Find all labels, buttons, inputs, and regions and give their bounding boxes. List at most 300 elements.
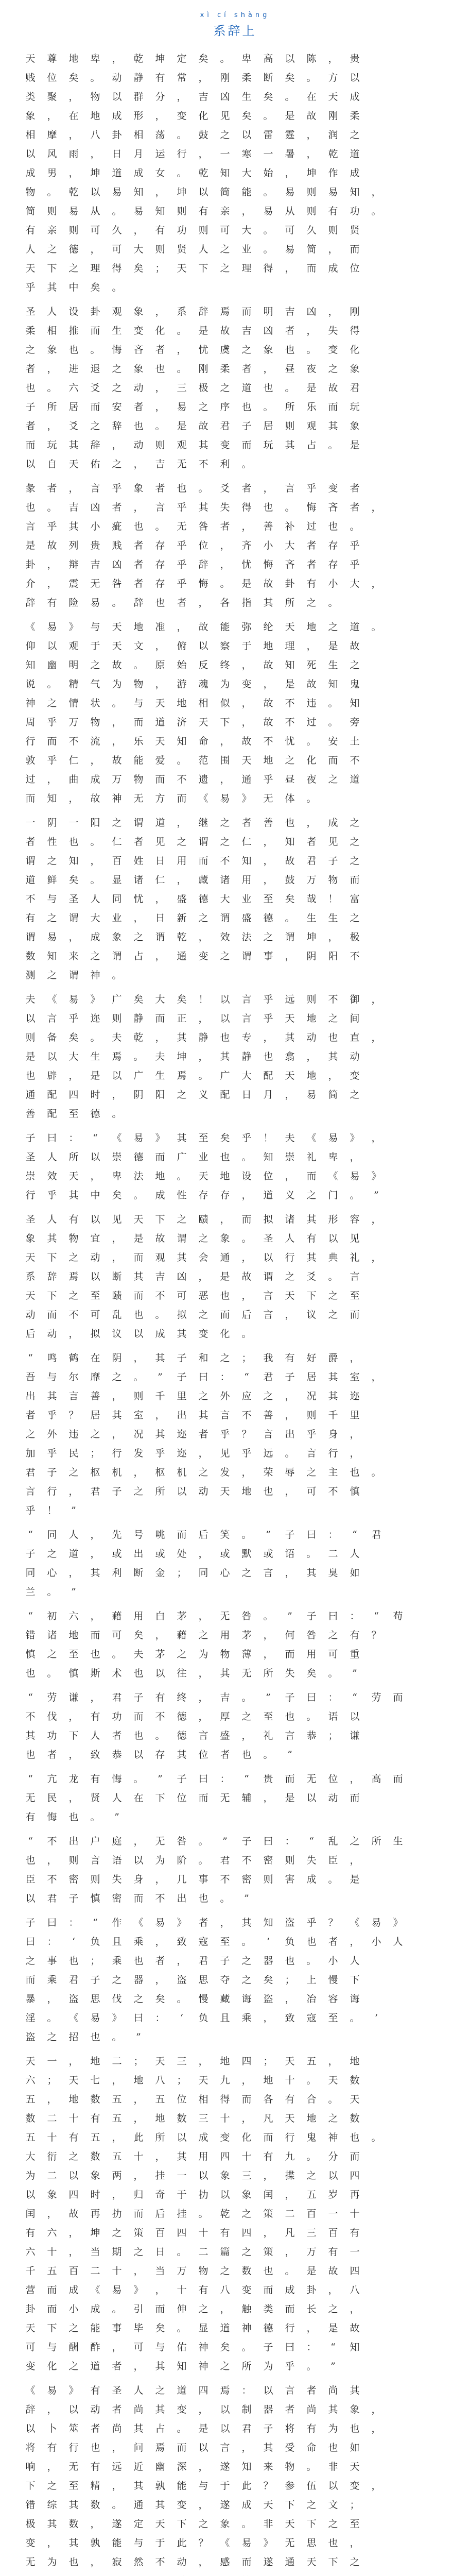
hanzi: 子 (285, 1371, 295, 1383)
character-cell (20, 1886, 41, 1905)
hanzi: 法 (133, 1171, 144, 1182)
hanzi: 同 (112, 893, 122, 905)
hanzi: 所 (371, 1836, 381, 1847)
character-cell (236, 590, 257, 609)
hanzi: 。 (285, 1448, 295, 1459)
hanzi: 夜 (306, 363, 317, 375)
hanzi: 君 (47, 1893, 57, 1904)
character-cell (344, 1226, 365, 1245)
character-cell (63, 2067, 84, 2087)
character-cell (41, 848, 63, 867)
hanzi: ， (285, 167, 295, 179)
hanzi: 也 (328, 521, 338, 532)
hanzi: 之 (220, 817, 230, 828)
hanzi: 则 (90, 1874, 100, 1885)
hanzi: ； (90, 1955, 100, 1967)
character-cell (20, 1479, 41, 1498)
hanzi: 失 (285, 1668, 295, 1679)
character-cell (193, 356, 214, 375)
hanzi: 而 (198, 1792, 208, 1804)
character-cell (149, 1063, 171, 1082)
hanzi: 方 (328, 72, 338, 83)
hanzi: 万 (306, 874, 317, 886)
hanzi: 为 (220, 679, 230, 690)
hanzi: 。 (263, 1749, 273, 1760)
character-cell (128, 141, 149, 160)
character-cell (41, 2048, 63, 2067)
hanzi: 动 (112, 72, 122, 83)
character-cell (149, 1364, 171, 1383)
hanzi: 夫 (133, 1649, 144, 1660)
character-cell (128, 2106, 149, 2125)
hanzi: ， (198, 597, 208, 608)
hanzi: 容 (350, 1214, 360, 1225)
character-cell (128, 103, 149, 122)
character-cell (236, 1264, 257, 1283)
hanzi: 故 (285, 855, 295, 867)
character-cell (257, 46, 279, 65)
hanzi: 言 (68, 1391, 79, 1402)
character-cell (257, 1560, 279, 1579)
hanzi: 也 (68, 836, 79, 848)
character-cell (149, 318, 171, 337)
hanzi: 有 (90, 2113, 100, 2124)
hanzi: 》 (393, 1917, 403, 1928)
character-cell (279, 476, 301, 495)
character-cell (149, 2106, 171, 2125)
character-cell (20, 886, 41, 905)
hanzi: 易 (47, 621, 57, 633)
text-line (20, 987, 450, 1006)
character-cell (257, 552, 279, 571)
hanzi: 地 (68, 2094, 79, 2105)
character-cell (41, 2087, 63, 2106)
character-cell (149, 1886, 171, 1905)
character-cell (322, 728, 344, 748)
hanzi: 盗 (263, 1993, 273, 2005)
hanzi: ， (112, 2075, 122, 2086)
character-cell (322, 709, 344, 728)
character-cell (279, 571, 301, 590)
hanzi: 初 (47, 1611, 57, 1622)
hanzi: 下 (198, 263, 208, 274)
hanzi: ， (328, 306, 338, 317)
hanzi: 极 (350, 931, 360, 943)
character-cell (344, 1541, 365, 1560)
character-cell (128, 1460, 149, 1479)
hanzi: ？ (241, 1429, 252, 1440)
character-cell (20, 905, 41, 924)
text-line (20, 767, 450, 786)
character-cell (236, 1063, 257, 1082)
hanzi: 故 (263, 659, 273, 671)
hanzi: 错 (25, 1630, 36, 1641)
hanzi: 且 (220, 2012, 230, 2024)
character-cell (171, 217, 193, 236)
character-cell (236, 690, 257, 709)
hanzi: ， (133, 502, 144, 513)
paragraph-gap (20, 1340, 450, 1345)
hanzi: ， (350, 1448, 360, 1459)
hanzi: 十 (47, 2132, 57, 2143)
character-cell (171, 299, 193, 318)
character-cell (344, 2005, 365, 2024)
character-cell (41, 987, 63, 1006)
hanzi: 臭 (328, 1567, 338, 1579)
hanzi: 久 (112, 225, 122, 236)
character-cell (365, 1182, 387, 1201)
character-cell (301, 1182, 322, 1201)
character-cell (214, 1929, 236, 1948)
character-cell (171, 476, 193, 495)
hanzi: 盛 (220, 1730, 230, 1741)
hanzi: 知 (285, 659, 295, 671)
character-cell (214, 1828, 236, 1848)
character-cell (214, 652, 236, 671)
character-cell (214, 1182, 236, 1201)
character-cell (322, 256, 344, 275)
character-cell (63, 1345, 84, 1364)
hanzi: 五 (90, 2132, 100, 2143)
character-cell (106, 690, 128, 709)
hanzi: 其 (47, 1233, 57, 1244)
character-cell (20, 1383, 41, 1402)
character-cell (84, 198, 106, 217)
hanzi: ！ (198, 994, 208, 1005)
character-cell (279, 1685, 301, 1704)
character-cell (20, 786, 41, 805)
character-cell (279, 1479, 301, 1498)
text-line (20, 886, 450, 905)
hanzi: 于 (90, 640, 100, 652)
character-cell (84, 748, 106, 767)
hanzi: ’ (266, 1936, 270, 1947)
character-cell (84, 786, 106, 805)
character-cell (322, 217, 344, 236)
hanzi: 者 (306, 836, 317, 848)
character-cell (279, 748, 301, 767)
hanzi: 过 (306, 717, 317, 728)
hanzi: 知 (177, 736, 187, 747)
hanzi: 而 (350, 874, 360, 886)
hanzi: 效 (220, 931, 230, 943)
hanzi: 。 (328, 1874, 338, 1885)
character-cell (301, 633, 322, 652)
character-cell (279, 1541, 301, 1560)
character-cell (149, 1226, 171, 1245)
hanzi: 鬼 (350, 679, 360, 690)
hanzi: 荡 (155, 129, 165, 141)
character-cell (193, 256, 214, 275)
character-cell (193, 552, 214, 571)
text-line (20, 198, 450, 217)
hanzi: ” (114, 1811, 119, 1823)
character-cell (257, 1345, 279, 1364)
character-cell (128, 236, 149, 256)
hanzi: ， (285, 1309, 295, 1320)
hanzi: ， (285, 1993, 295, 2005)
character-cell (236, 495, 257, 514)
hanzi: 物 (133, 679, 144, 690)
hanzi: 功 (47, 1730, 57, 1741)
hanzi: 极 (198, 382, 208, 394)
hanzi: 。 (177, 325, 187, 336)
character-cell (236, 867, 257, 886)
character-cell (257, 590, 279, 609)
character-cell (63, 1948, 84, 1967)
hanzi: 阴 (47, 817, 57, 828)
hanzi: 道 (350, 621, 360, 633)
hanzi: 是 (285, 679, 295, 690)
character-cell (41, 533, 63, 552)
hanzi: ， (133, 1836, 144, 1847)
character-cell (63, 1785, 84, 1804)
character-cell (41, 1766, 63, 1785)
hanzi: 小 (371, 1936, 381, 1947)
hanzi: 下 (155, 1792, 165, 1804)
character-cell (236, 1044, 257, 1063)
hanzi: 君 (220, 1855, 230, 1866)
hanzi: 咎 (177, 1836, 187, 1847)
hanzi: 致 (285, 2012, 295, 2024)
character-cell (214, 905, 236, 924)
character-cell (365, 571, 387, 590)
character-cell (344, 767, 365, 786)
character-cell (322, 1383, 344, 1402)
hanzi: 也 (68, 1955, 79, 1967)
hanzi: 崇 (285, 1151, 295, 1163)
character-cell (84, 571, 106, 590)
character-cell (214, 633, 236, 652)
hanzi: 象 (112, 931, 122, 943)
hanzi: 之 (90, 1429, 100, 1440)
text-line (20, 1283, 450, 1302)
character-cell (214, 1440, 236, 1460)
hanzi: 天 (112, 640, 122, 652)
hanzi: ， (328, 2056, 338, 2067)
hanzi: 者 (133, 836, 144, 848)
character-cell (257, 413, 279, 432)
character-cell (20, 495, 41, 514)
hanzi: 观 (155, 1252, 165, 1263)
character-cell (149, 217, 171, 236)
hanzi: 之 (198, 1467, 208, 1478)
character-cell (322, 1603, 344, 1622)
character-cell (149, 748, 171, 767)
character-cell (344, 652, 365, 671)
character-cell (171, 1828, 193, 1848)
character-cell (214, 198, 236, 217)
character-cell (257, 1742, 279, 1761)
hanzi: ， (328, 1070, 338, 1081)
hanzi: ， (155, 1974, 165, 1986)
text-line (20, 690, 450, 709)
character-cell (193, 767, 214, 786)
hanzi: 见 (155, 836, 165, 848)
character-cell (20, 1025, 41, 1044)
hanzi: 至 (90, 1290, 100, 1301)
text-line (20, 1828, 450, 1848)
hanzi: ？ (328, 1917, 338, 1928)
character-cell (63, 160, 84, 179)
character-cell (171, 1603, 193, 1622)
hanzi: 之 (112, 363, 122, 375)
hanzi: 故 (220, 325, 230, 336)
character-cell (41, 786, 63, 805)
character-cell (106, 867, 128, 886)
character-cell (171, 1402, 193, 1421)
hanzi: 不 (350, 755, 360, 766)
character-cell (84, 122, 106, 141)
hanzi: 子 (68, 1893, 79, 1904)
hanzi: 矣 (263, 91, 273, 103)
hanzi: 吝 (133, 344, 144, 355)
hanzi: 业 (241, 244, 252, 255)
character-cell (193, 1723, 214, 1742)
character-cell (257, 1402, 279, 1421)
character-cell (128, 1704, 149, 1723)
character-cell (149, 614, 171, 633)
hanzi: 》 (90, 994, 100, 1005)
hanzi: 观 (112, 306, 122, 317)
character-cell (128, 337, 149, 356)
hanzi: 所 (155, 1486, 165, 1497)
text-line (20, 514, 450, 533)
hanzi: 是 (328, 640, 338, 652)
hanzi: 人 (68, 1529, 79, 1540)
hanzi: 往 (177, 1668, 187, 1679)
hanzi: 。 (155, 1309, 165, 1320)
hanzi: 大 (220, 893, 230, 905)
character-cell (365, 987, 387, 1006)
character-cell (84, 337, 106, 356)
character-cell (106, 571, 128, 590)
hanzi: 动 (25, 1309, 36, 1320)
hanzi: 则 (306, 187, 317, 198)
character-cell (41, 1321, 63, 1340)
character-cell (149, 652, 171, 671)
hanzi: 况 (306, 1391, 317, 1402)
character-cell (236, 1660, 257, 1680)
character-cell (171, 728, 193, 748)
character-cell (149, 1622, 171, 1641)
character-cell (193, 2125, 214, 2144)
hanzi: 以 (220, 994, 230, 1005)
character-cell (322, 1660, 344, 1680)
character-cell (20, 1742, 41, 1761)
hanzi: 。 (350, 1190, 360, 1201)
hanzi: ， (263, 483, 273, 494)
hanzi: 不 (241, 1410, 252, 1421)
hanzi: 之 (68, 1290, 79, 1301)
character-cell (344, 1207, 365, 1226)
hanzi: ” (158, 1371, 163, 1383)
hanzi: 爻 (68, 420, 79, 432)
hanzi: 言 (47, 1013, 57, 1024)
hanzi: 者 (112, 1730, 122, 1741)
hanzi: 周 (25, 717, 36, 728)
character-cell (106, 2106, 128, 2125)
character-cell (344, 432, 365, 451)
character-cell (279, 2048, 301, 2067)
hanzi: 疵 (112, 521, 122, 532)
character-cell (41, 1144, 63, 1163)
hanzi: 天 (285, 1290, 295, 1301)
hanzi: 卦 (25, 559, 36, 570)
character-cell (322, 1929, 344, 1948)
hanzi: 臣 (328, 1855, 338, 1866)
hanzi: 能 (133, 755, 144, 766)
character-cell (149, 1742, 171, 1761)
character-cell (257, 829, 279, 848)
hanzi: 枢 (155, 1467, 165, 1478)
character-cell (344, 943, 365, 962)
hanzi: 《 (328, 1171, 338, 1182)
hanzi: 观 (177, 439, 187, 451)
character-cell (128, 690, 149, 709)
character-cell (257, 1440, 279, 1460)
hanzi: ， (68, 793, 79, 804)
character-cell (106, 2067, 128, 2087)
hanzi: 存 (328, 540, 338, 551)
character-cell (193, 1622, 214, 1641)
character-cell (257, 179, 279, 198)
character-cell (149, 337, 171, 356)
character-cell (128, 1006, 149, 1025)
character-cell (214, 987, 236, 1006)
hanzi: 辟 (47, 1070, 57, 1081)
character-cell (63, 1144, 84, 1163)
character-cell (106, 275, 128, 294)
hanzi: 位 (263, 1171, 273, 1182)
character-cell (236, 848, 257, 867)
paragraph-gap (20, 609, 450, 614)
character-cell (322, 748, 344, 767)
hanzi: 小 (90, 521, 100, 532)
character-cell (214, 1207, 236, 1226)
hanzi: ， (177, 91, 187, 103)
hanzi: ， (133, 912, 144, 924)
character-cell (344, 987, 365, 1006)
character-cell (322, 571, 344, 590)
character-cell (322, 198, 344, 217)
hanzi: 辞 (90, 439, 100, 451)
hanzi: ， (47, 774, 57, 785)
character-cell (128, 65, 149, 84)
hanzi: 恭 (306, 1730, 317, 1741)
hanzi: 乎 (47, 1410, 57, 1421)
hanzi: ， (47, 110, 57, 122)
character-cell (128, 1302, 149, 1321)
text-line (20, 46, 450, 65)
hanzi: 知 (133, 187, 144, 198)
character-cell (344, 728, 365, 748)
hanzi: ， (155, 110, 165, 122)
character-cell (236, 1622, 257, 1641)
hanzi: 阶 (177, 1855, 187, 1866)
hanzi: “ (352, 1692, 357, 1703)
hanzi: 地 (220, 1171, 230, 1182)
hanzi: 曰 (198, 1773, 208, 1785)
hanzi: 其 (177, 1132, 187, 1144)
hanzi: 与 (47, 1371, 57, 1383)
hanzi: 圣 (68, 893, 79, 905)
hanzi: 中 (90, 1190, 100, 1201)
character-cell (106, 1063, 128, 1082)
hanzi: 静 (133, 1013, 144, 1024)
hanzi: 之 (198, 1630, 208, 1641)
hanzi: 仁 (68, 755, 79, 766)
